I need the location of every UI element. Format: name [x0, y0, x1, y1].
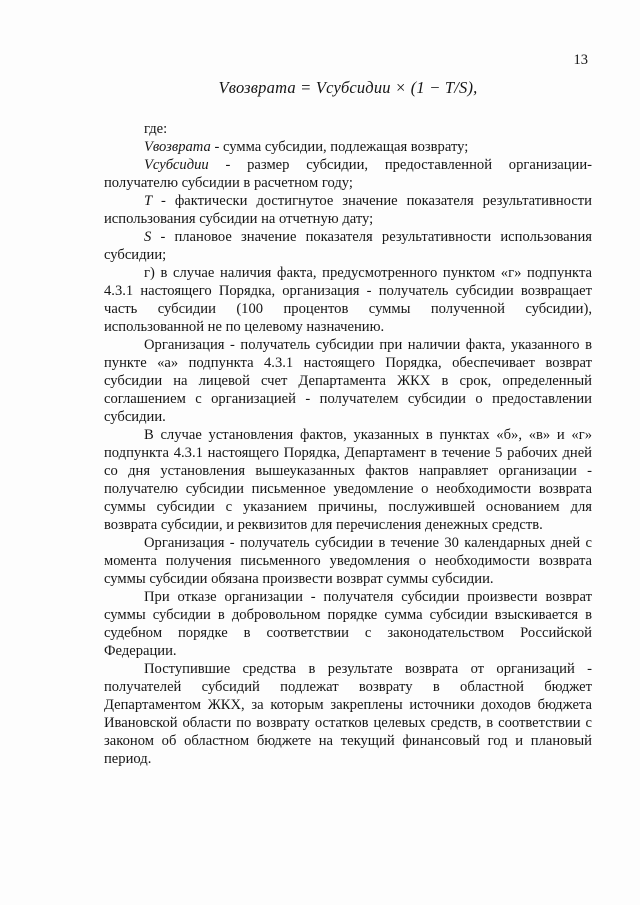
definition-text: - сумма субсидии, подлежащая возврату; [210, 139, 469, 155]
page-number: 13 [573, 52, 588, 68]
definition-term: T [144, 193, 153, 209]
definition-item [104, 156, 592, 192]
where-label: где: [144, 121, 168, 137]
paragraph: В случае установления фактов, указанных в пунктах «б», «в» и «г» подпункта 4.3.1 настоящего Порядка, Департамент в течение 5 рабочих дней со дня установления вышеуказанных фактов направляет организации - получателю субсидии письменное уведомление о необходимости возврата суммы субсидии с указанием причины, послужившей основанием для возврата субсидии, и реквизитов для перечисления денежных средств. [104, 427, 592, 533]
definition-item [104, 228, 592, 264]
definition-term: Vсубсидии [144, 157, 209, 173]
definition-text: - фактически достигнутое значение показателя результативности использования субсидии на отчетную дату; [104, 193, 592, 227]
paragraph: Организация - получатель субсидии при наличии факта, указанного в пункте «а» подпункта 4.3.1 настоящего Порядка, обеспечивает возврат субсидии на лицевой счет Департамента ЖКХ в срок, определенный соглашением с организацией - получателем субсидии о предоставлении субсидии. [104, 337, 592, 425]
paragraph: г) в случае наличия факта, предусмотренного пунктом «г» подпункта 4.3.1 настоящего Порядка, организация - получатель субсидии возвращает часть субсидии (100 процентов суммы полученной субсидии), использованной не по целевому назначению. [104, 265, 592, 335]
definition-text: - размер субсидии, предоставленной организации-получателю субсидии в расчетном году; [104, 157, 592, 191]
paragraph: Организация - получатель субсидии в течение 30 календарных дней с момента получения письменного уведомления о необходимости возврата суммы субсидии обязана произвести возврат суммы субсидии. [104, 535, 592, 587]
definition-term: S [144, 229, 152, 245]
formula: Vвозврата = Vсубсидии × (1 − T/S), [218, 78, 478, 97]
definition-text: - плановое значение показателя результативности использования субсидии; [104, 229, 592, 263]
definition-term: Vвозврата [144, 139, 211, 155]
document-body [104, 120, 592, 768]
definition-item [104, 138, 592, 156]
definition-item [104, 192, 592, 228]
paragraph: При отказе организации - получателя субсидии произвести возврат суммы субсидии в добровольном порядке сумма субсидии взыскивается в судебном порядке в соответствии с законодательством Российской Федерации. [104, 589, 592, 659]
paragraph: Поступившие средства в результате возврата от организаций - получателей субсидий подлежат возврату в областной бюджет Департаментом ЖКХ, за которым закреплены источники доходов бюджета Ивановской области по возврату остатков целевых средств, в соответствии с законом об областном бюджете на текущий финансовый год и плановый период. [104, 661, 592, 767]
